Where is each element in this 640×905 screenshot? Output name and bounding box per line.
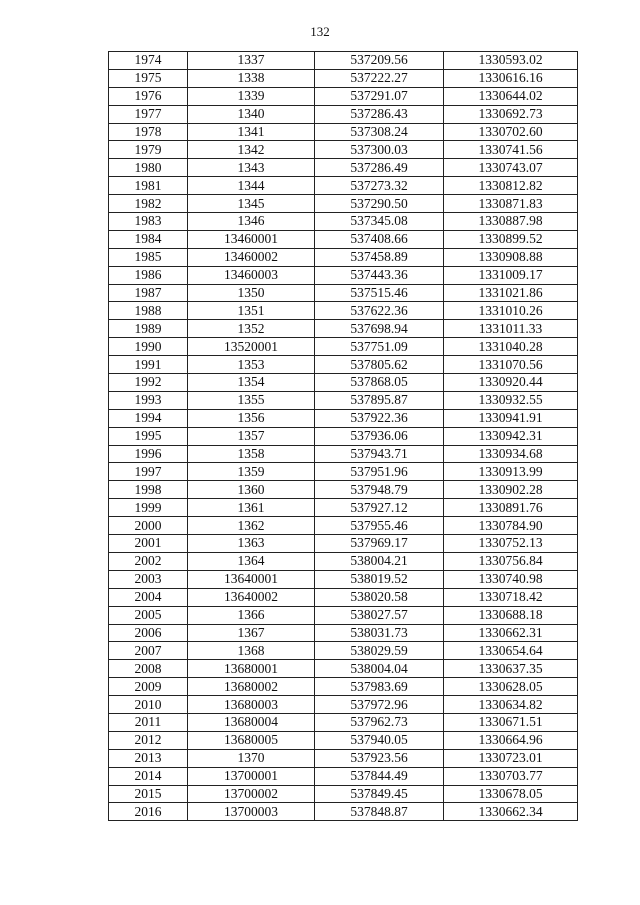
table-row <box>109 266 578 284</box>
row-index-cell: 1989 <box>109 320 188 338</box>
y-coordinate-cell: 1330634.82 <box>444 696 578 714</box>
x-coordinate-cell: 538004.04 <box>315 660 444 678</box>
x-coordinate-cell: 537515.46 <box>315 284 444 302</box>
y-coordinate-cell: 1330942.31 <box>444 427 578 445</box>
row-index-cell: 1985 <box>109 248 188 266</box>
y-coordinate-cell: 1330671.51 <box>444 713 578 731</box>
y-coordinate-cell: 1331021.86 <box>444 284 578 302</box>
point-id-cell: 13700001 <box>188 767 315 785</box>
row-index-cell: 1982 <box>109 195 188 213</box>
y-coordinate-cell: 1330637.35 <box>444 660 578 678</box>
row-index-cell: 2009 <box>109 678 188 696</box>
table-row <box>109 481 578 499</box>
y-coordinate-cell: 1330899.52 <box>444 230 578 248</box>
x-coordinate-cell: 537969.17 <box>315 535 444 553</box>
y-coordinate-cell: 1330644.02 <box>444 87 578 105</box>
x-coordinate-cell: 537308.24 <box>315 123 444 141</box>
table-row <box>109 338 578 356</box>
row-index-cell: 1987 <box>109 284 188 302</box>
table-row <box>109 391 578 409</box>
y-coordinate-cell: 1330752.13 <box>444 535 578 553</box>
table-row <box>109 463 578 481</box>
point-id-cell: 13460001 <box>188 230 315 248</box>
table-row <box>109 213 578 231</box>
point-id-cell: 1368 <box>188 642 315 660</box>
y-coordinate-cell: 1330678.05 <box>444 785 578 803</box>
x-coordinate-cell: 538029.59 <box>315 642 444 660</box>
point-id-cell: 1363 <box>188 535 315 553</box>
y-coordinate-cell: 1330934.68 <box>444 445 578 463</box>
y-coordinate-cell: 1331009.17 <box>444 266 578 284</box>
row-index-cell: 1981 <box>109 177 188 195</box>
y-coordinate-cell: 1330812.82 <box>444 177 578 195</box>
x-coordinate-cell: 537948.79 <box>315 481 444 499</box>
table-body <box>109 52 578 821</box>
y-coordinate-cell: 1330593.02 <box>444 52 578 70</box>
y-coordinate-cell: 1331070.56 <box>444 356 578 374</box>
y-coordinate-cell: 1330902.28 <box>444 481 578 499</box>
table-row <box>109 195 578 213</box>
y-coordinate-cell: 1330741.56 <box>444 141 578 159</box>
x-coordinate-cell: 537622.36 <box>315 302 444 320</box>
y-coordinate-cell: 1330664.96 <box>444 731 578 749</box>
x-coordinate-cell: 537300.03 <box>315 141 444 159</box>
point-id-cell: 1362 <box>188 517 315 535</box>
x-coordinate-cell: 537962.73 <box>315 713 444 731</box>
y-coordinate-cell: 1330932.55 <box>444 391 578 409</box>
x-coordinate-cell: 538020.58 <box>315 588 444 606</box>
point-id-cell: 1341 <box>188 123 315 141</box>
point-id-cell: 13700003 <box>188 803 315 821</box>
row-index-cell: 1975 <box>109 69 188 87</box>
y-coordinate-cell: 1330743.07 <box>444 159 578 177</box>
x-coordinate-cell: 537443.36 <box>315 266 444 284</box>
x-coordinate-cell: 537943.71 <box>315 445 444 463</box>
row-index-cell: 2001 <box>109 535 188 553</box>
y-coordinate-cell: 1330662.31 <box>444 624 578 642</box>
x-coordinate-cell: 537927.12 <box>315 499 444 517</box>
table-row <box>109 767 578 785</box>
x-coordinate-cell: 538027.57 <box>315 606 444 624</box>
y-coordinate-cell: 1330723.01 <box>444 749 578 767</box>
table-row <box>109 660 578 678</box>
row-index-cell: 1992 <box>109 374 188 392</box>
point-id-cell: 1346 <box>188 213 315 231</box>
row-index-cell: 2002 <box>109 552 188 570</box>
point-id-cell: 1361 <box>188 499 315 517</box>
row-index-cell: 1996 <box>109 445 188 463</box>
x-coordinate-cell: 538031.73 <box>315 624 444 642</box>
row-index-cell: 1998 <box>109 481 188 499</box>
x-coordinate-cell: 537936.06 <box>315 427 444 445</box>
row-index-cell: 1990 <box>109 338 188 356</box>
table-row <box>109 159 578 177</box>
table-row <box>109 87 578 105</box>
table-row <box>109 624 578 642</box>
x-coordinate-cell: 537972.96 <box>315 696 444 714</box>
point-id-cell: 13460003 <box>188 266 315 284</box>
point-id-cell: 1352 <box>188 320 315 338</box>
row-index-cell: 2008 <box>109 660 188 678</box>
row-index-cell: 2007 <box>109 642 188 660</box>
point-id-cell: 1358 <box>188 445 315 463</box>
y-coordinate-cell: 1330616.16 <box>444 69 578 87</box>
y-coordinate-cell: 1330662.34 <box>444 803 578 821</box>
point-id-cell: 13680004 <box>188 713 315 731</box>
table-row <box>109 588 578 606</box>
row-index-cell: 2016 <box>109 803 188 821</box>
y-coordinate-cell: 1331011.33 <box>444 320 578 338</box>
point-id-cell: 1340 <box>188 105 315 123</box>
point-id-cell: 1356 <box>188 409 315 427</box>
y-coordinate-cell: 1330891.76 <box>444 499 578 517</box>
y-coordinate-cell: 1330887.98 <box>444 213 578 231</box>
x-coordinate-cell: 537868.05 <box>315 374 444 392</box>
table-row <box>109 69 578 87</box>
table-row <box>109 52 578 70</box>
table-row <box>109 642 578 660</box>
row-index-cell: 1997 <box>109 463 188 481</box>
point-id-cell: 1337 <box>188 52 315 70</box>
y-coordinate-cell: 1330784.90 <box>444 517 578 535</box>
x-coordinate-cell: 537895.87 <box>315 391 444 409</box>
y-coordinate-cell: 1330913.99 <box>444 463 578 481</box>
x-coordinate-cell: 537844.49 <box>315 767 444 785</box>
page-number: 132 <box>310 24 330 39</box>
table-row <box>109 696 578 714</box>
row-index-cell: 1984 <box>109 230 188 248</box>
row-index-cell: 1993 <box>109 391 188 409</box>
x-coordinate-cell: 537951.96 <box>315 463 444 481</box>
point-id-cell: 1344 <box>188 177 315 195</box>
x-coordinate-cell: 537849.45 <box>315 785 444 803</box>
row-index-cell: 1978 <box>109 123 188 141</box>
row-index-cell: 2012 <box>109 731 188 749</box>
y-coordinate-cell: 1330920.44 <box>444 374 578 392</box>
x-coordinate-cell: 537291.07 <box>315 87 444 105</box>
x-coordinate-cell: 537273.32 <box>315 177 444 195</box>
x-coordinate-cell: 537805.62 <box>315 356 444 374</box>
table-row <box>109 570 578 588</box>
point-id-cell: 1366 <box>188 606 315 624</box>
table-row <box>109 230 578 248</box>
point-id-cell: 1350 <box>188 284 315 302</box>
table-row <box>109 731 578 749</box>
point-id-cell: 1345 <box>188 195 315 213</box>
row-index-cell: 1979 <box>109 141 188 159</box>
y-coordinate-cell: 1330908.88 <box>444 248 578 266</box>
table-row <box>109 535 578 553</box>
point-id-cell: 13520001 <box>188 338 315 356</box>
row-index-cell: 1986 <box>109 266 188 284</box>
row-index-cell: 1976 <box>109 87 188 105</box>
table-row <box>109 409 578 427</box>
point-id-cell: 1354 <box>188 374 315 392</box>
point-id-cell: 1343 <box>188 159 315 177</box>
y-coordinate-cell: 1330941.91 <box>444 409 578 427</box>
row-index-cell: 1977 <box>109 105 188 123</box>
y-coordinate-cell: 1331010.26 <box>444 302 578 320</box>
x-coordinate-cell: 537222.27 <box>315 69 444 87</box>
point-id-cell: 1367 <box>188 624 315 642</box>
x-coordinate-cell: 537940.05 <box>315 731 444 749</box>
point-id-cell: 13640001 <box>188 570 315 588</box>
x-coordinate-cell: 537848.87 <box>315 803 444 821</box>
table-row <box>109 713 578 731</box>
row-index-cell: 1974 <box>109 52 188 70</box>
table-row <box>109 499 578 517</box>
table-row <box>109 517 578 535</box>
y-coordinate-cell: 1330688.18 <box>444 606 578 624</box>
table-row <box>109 427 578 445</box>
point-id-cell: 13680005 <box>188 731 315 749</box>
table-row <box>109 248 578 266</box>
point-id-cell: 1339 <box>188 87 315 105</box>
table-row <box>109 177 578 195</box>
row-index-cell: 1995 <box>109 427 188 445</box>
y-coordinate-cell: 1330756.84 <box>444 552 578 570</box>
row-index-cell: 1999 <box>109 499 188 517</box>
x-coordinate-cell: 537983.69 <box>315 678 444 696</box>
table-row <box>109 284 578 302</box>
table-row <box>109 445 578 463</box>
y-coordinate-cell: 1330740.98 <box>444 570 578 588</box>
x-coordinate-cell: 537290.50 <box>315 195 444 213</box>
row-index-cell: 2013 <box>109 749 188 767</box>
point-id-cell: 1370 <box>188 749 315 767</box>
row-index-cell: 2014 <box>109 767 188 785</box>
y-coordinate-cell: 1331040.28 <box>444 338 578 356</box>
x-coordinate-cell: 537923.56 <box>315 749 444 767</box>
point-id-cell: 1364 <box>188 552 315 570</box>
row-index-cell: 2000 <box>109 517 188 535</box>
point-id-cell: 1353 <box>188 356 315 374</box>
point-id-cell: 13680003 <box>188 696 315 714</box>
table-row <box>109 803 578 821</box>
table-row <box>109 678 578 696</box>
point-id-cell: 1355 <box>188 391 315 409</box>
table-row <box>109 785 578 803</box>
point-id-cell: 1342 <box>188 141 315 159</box>
y-coordinate-cell: 1330702.60 <box>444 123 578 141</box>
point-id-cell: 1359 <box>188 463 315 481</box>
x-coordinate-cell: 538004.21 <box>315 552 444 570</box>
x-coordinate-cell: 537286.43 <box>315 105 444 123</box>
point-id-cell: 1357 <box>188 427 315 445</box>
point-id-cell: 13680001 <box>188 660 315 678</box>
row-index-cell: 1980 <box>109 159 188 177</box>
point-id-cell: 1360 <box>188 481 315 499</box>
x-coordinate-cell: 537751.09 <box>315 338 444 356</box>
table-row <box>109 141 578 159</box>
table-row <box>109 374 578 392</box>
y-coordinate-cell: 1330654.64 <box>444 642 578 660</box>
row-index-cell: 2010 <box>109 696 188 714</box>
x-coordinate-cell: 537458.89 <box>315 248 444 266</box>
y-coordinate-cell: 1330871.83 <box>444 195 578 213</box>
y-coordinate-cell: 1330703.77 <box>444 767 578 785</box>
table-row <box>109 123 578 141</box>
row-index-cell: 2006 <box>109 624 188 642</box>
row-index-cell: 1991 <box>109 356 188 374</box>
table-row <box>109 552 578 570</box>
x-coordinate-cell: 538019.52 <box>315 570 444 588</box>
point-id-cell: 13640002 <box>188 588 315 606</box>
x-coordinate-cell: 537209.56 <box>315 52 444 70</box>
point-id-cell: 13700002 <box>188 785 315 803</box>
x-coordinate-cell: 537955.46 <box>315 517 444 535</box>
point-id-cell: 13680002 <box>188 678 315 696</box>
point-id-cell: 1351 <box>188 302 315 320</box>
point-id-cell: 1338 <box>188 69 315 87</box>
coordinates-table <box>108 51 578 821</box>
x-coordinate-cell: 537922.36 <box>315 409 444 427</box>
x-coordinate-cell: 537345.08 <box>315 213 444 231</box>
table-row <box>109 302 578 320</box>
y-coordinate-cell: 1330692.73 <box>444 105 578 123</box>
row-index-cell: 2004 <box>109 588 188 606</box>
row-index-cell: 2011 <box>109 713 188 731</box>
table-row <box>109 105 578 123</box>
x-coordinate-cell: 537286.49 <box>315 159 444 177</box>
row-index-cell: 1994 <box>109 409 188 427</box>
table-row <box>109 749 578 767</box>
row-index-cell: 2003 <box>109 570 188 588</box>
row-index-cell: 1983 <box>109 213 188 231</box>
row-index-cell: 1988 <box>109 302 188 320</box>
x-coordinate-cell: 537698.94 <box>315 320 444 338</box>
y-coordinate-cell: 1330628.05 <box>444 678 578 696</box>
table-row <box>109 320 578 338</box>
x-coordinate-cell: 537408.66 <box>315 230 444 248</box>
row-index-cell: 2005 <box>109 606 188 624</box>
y-coordinate-cell: 1330718.42 <box>444 588 578 606</box>
table-row <box>109 606 578 624</box>
table-row <box>109 356 578 374</box>
row-index-cell: 2015 <box>109 785 188 803</box>
point-id-cell: 13460002 <box>188 248 315 266</box>
